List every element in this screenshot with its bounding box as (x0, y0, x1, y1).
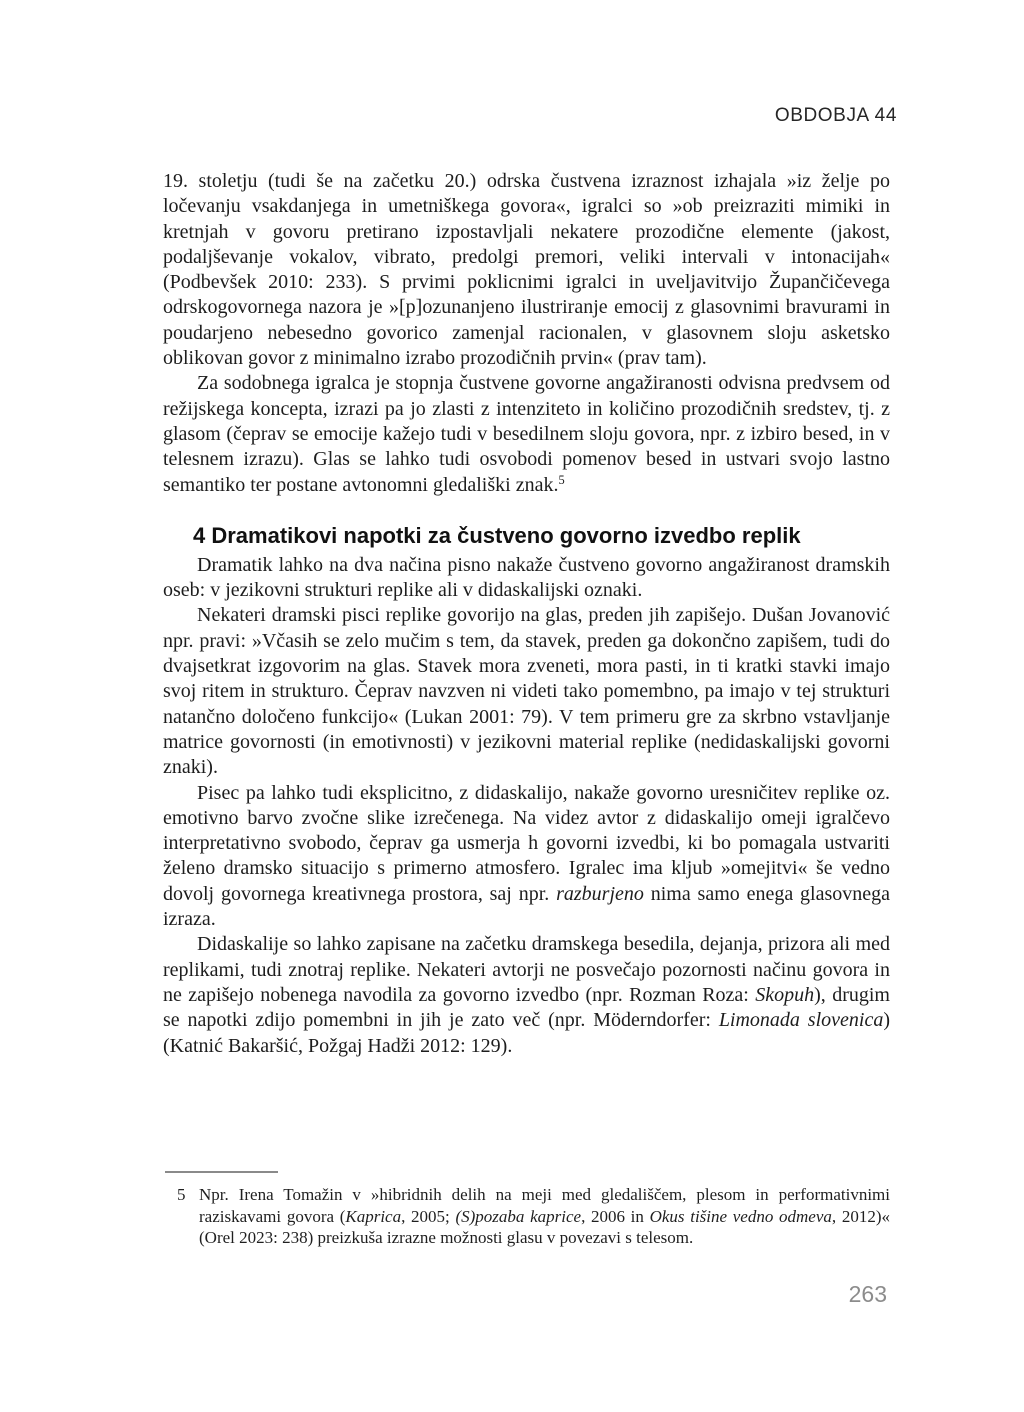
footnote-number: 5 (177, 1185, 186, 1204)
paragraph: Nekateri dramski pisci replike govorijo na glas, preden jih zapišejo. Dušan Jovanović npr. pravi: »Včasih se zelo mučim s tem, da stavek, preden ga dokončno zapišem, tudi do dvajsetkrat izgovorim na glas. Stavek mora zveneti, mora pasti, in ti kratki stavki imajo svoj ritem in strukturo. Čeprav navzven ni videti tako pomembno, pa imajo v tej strukturi natančno določeno funkcijo« (Lukan 2001: 79). V tem primeru gre za skrbno vstavljanje matrice govornosti (in emotivnosti) v jezikovni material replike (nedidaskalijski govorni znaki). (163, 604, 890, 779)
paragraph: Didaskalije so lahko zapisane na začetku dramskega besedila, dejanja, prizora ali med replikami, tudi znotraj replike. Nekateri avtorji ne posvečajo pozornosti načinu govora in ne zapišejo nobenega navodila za govorno izvedbo (npr. Rozman Roza: Skopuh), drugim se napotki zdijo pomembni in jih je zato več (npr. Möderndorfer: Limonada slovenica) (Katnić Bakaršić, Požgaj Hadži 2012: 129). (163, 933, 890, 1057)
paragraph: Pisec pa lahko tudi eksplicitno, z didaskalijo, nakaže govorno uresničitev replike oz. emotivno barvo zvočne slike izrečenega. Na videz avtor z didaskalijo omeji igralčevo interpretativno svobodo, čeprav ga usmerja h govorni izvedbi, ki bo pomagala ustvariti želeno dramsko situacijo s primerno atmosfero. Igralec ima kljub »omejitvi« še vedno dovolj govornega kreativnega prostora, saj npr. razburjeno nima samo enega glasovnega izraza. (163, 781, 891, 931)
section-heading: 4 Dramatikovi napotki za čustveno govorno izvedbo replik (193, 522, 801, 548)
paragraph: Za sodobnega igralca je stopnja čustvene govorne angažiranosti odvisna predvsem od režijskega koncepta, izrazi pa jo zlasti z intenziteto in količino prozodičnih sredstev, tj. z glasom (čeprav se emocije kažejo tudi v besedilnem sloju govora, npr. z izbiro besed, in v telesnem izrazu). Glas se lahko tudi osvobodi pomenov besed in ustvari svojo lastno semantiko ter postane avtonomni gledališki znak.$^5$ (163, 372, 890, 496)
main-text (163, 169, 890, 1059)
footnote-area (163, 1171, 890, 1249)
footnote-reference: 5 (558, 473, 565, 488)
page-number: 263 (848, 1281, 887, 1307)
paragraph: 19. stoletju (tudi še na začetku 20.) odrska čustvena izraznost izhajala »iz želje po ločevanju vsakdanjega in umetniškega govora«, igralci so »ob preizraziti mimiki in kretnjah v govoru pretirano izpostavljali nekatere prozodične elemente (jakost, podaljševanje vokalov, vibrato, predolgi premori, veliki intervali v intonacijah« (Podbevšek 2010: 233). S prvimi poklicnimi igralci in uveljavitvijo Župančičevega odrskogovornega nazora je »[p]ozunanjeno ilustriranje emocij z glasovnimi bravurami in poudarjeno nebesedno govorico zamenjal racionalen, v glasovnem sloju asketsko oblikovan govor z minimalno izrabo prozodičnih prvin« (prav tam). (163, 170, 890, 370)
footnote-text: Npr. Irena Tomažin v »hibridnih delih na meji med gledališčem, plesom in performativnimi raziskavami govora (Kaprica, 2005; (S)pozaba kaprice, 2006 in Okus tišine vedno odmeva, 2012)« (Orel 2023: 238) preizkuša izrazne možnosti glasu v povezavi s telesom. (199, 1185, 890, 1248)
footnote (163, 1184, 890, 1249)
footnote-separator-rule (165, 1171, 278, 1173)
paragraph: Dramatik lahko na dva načina pisno nakaže čustveno govorno angažiranost dramskih oseb: v jezikovni strukturi replike ali v didaskalijski oznaki. (163, 553, 890, 602)
running-header: OBDOBJA 44 (774, 105, 897, 126)
